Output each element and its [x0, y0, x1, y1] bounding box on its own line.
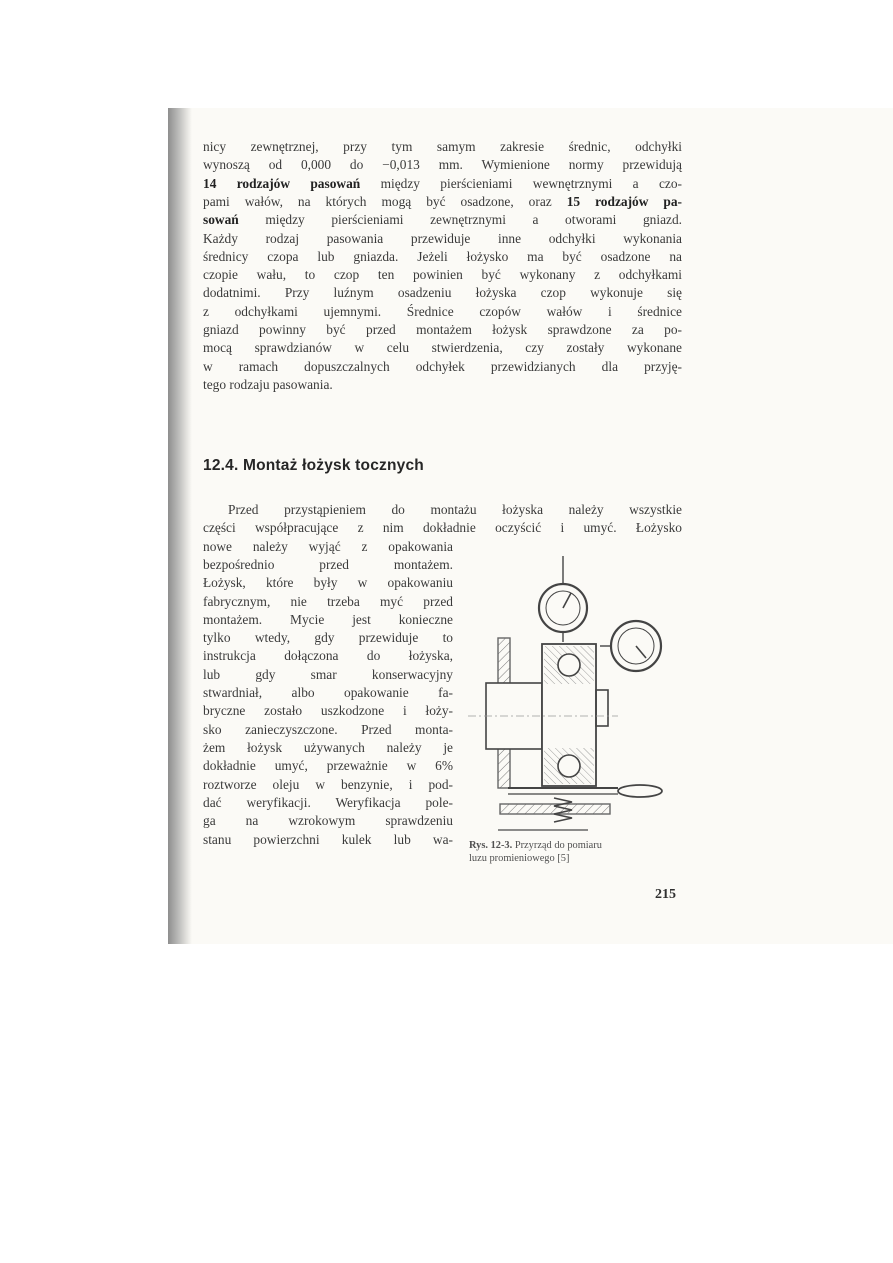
text-line: stanu powierzchni kulek lub wa- — [203, 832, 453, 847]
text-line: średnicy czopa lub gniazda. Jeżeli łożysko ma być osadzone na — [203, 249, 682, 264]
caption-text: Przyrząd do pomiaru — [512, 840, 602, 851]
text-line: Łożysk, które były w opakowaniu — [203, 575, 453, 590]
section-heading: 12.4. Montaż łożysk tocznych — [203, 457, 424, 474]
text-line: tylko wtedy, gdy przewiduje to — [203, 630, 453, 645]
bold-term: sowań — [203, 212, 239, 227]
text-line: sko zanieczyszczone. Przed monta- — [203, 722, 453, 737]
text-line: części współpracujące z nim dokładnie oczyścić i umyć. Łożysko — [203, 520, 682, 535]
text-line: lub gdy smar konserwacyjny — [203, 667, 453, 682]
lever-handle — [618, 785, 662, 797]
text-line: z odchyłkami ujemnymi. Średnice czopów wałów i średnice — [203, 304, 682, 319]
text-line — [203, 194, 682, 210]
text-line — [203, 212, 682, 228]
text-line: żem łożysk używanych należy je — [203, 740, 453, 755]
text-line: dokładnie umyć, przeważnie w 6% — [203, 758, 453, 773]
bearing-ball — [558, 755, 580, 777]
binding-shadow — [168, 108, 192, 944]
text-line: dać weryfikacji. Weryfikacja pole- — [203, 795, 453, 810]
figure-caption — [469, 839, 683, 852]
text-line: wynoszą od 0,000 do −0,013 mm. Wymienione normy przewidują — [203, 157, 682, 172]
text-line: czopie wału, to czop ten powinien być wykonany z odchyłkami — [203, 267, 682, 282]
text-line: bryczne zostało uszkodzone i łoży- — [203, 703, 453, 718]
text-line: ga na wzrokowym sprawdzeniu — [203, 813, 453, 828]
text-line: tego rodzaju pasowania. — [203, 377, 333, 392]
bearing-ball — [558, 654, 580, 676]
side-dial-gauge — [600, 621, 661, 671]
text-fragment: pami wałów, na których mogą być osadzone, oraz — [203, 194, 552, 209]
bold-term: 14 rodzajów pasowań — [203, 176, 361, 191]
text-line: roztworze oleju w benzynie, i pod- — [203, 777, 453, 792]
text-line: stwardniał, albo opakowanie fa- — [203, 685, 453, 700]
shaft-nut — [596, 690, 608, 726]
text-line: dodatnimi. Przy luźnym osadzeniu łożyska czop wykonuje się — [203, 285, 682, 300]
text-line: Każdy rodzaj pasowania przewiduje inne odchyłki wykonania — [203, 231, 682, 246]
text-line: Przed przystąpieniem do montażu łożyska należy wszystkie — [228, 502, 682, 517]
figure-number: Rys. 12-3. — [469, 840, 513, 851]
text-line: mocą sprawdzianów w celu stwierdzenia, czy zostały wykonane — [203, 340, 682, 355]
page-number: 215 — [655, 887, 676, 902]
bold-term: 15 rodzajów pa- — [551, 194, 683, 209]
upper-dial-gauge — [539, 584, 587, 642]
text-line: nowe należy wyjąć z opakowania — [203, 539, 453, 554]
text-fragment: między pierścieniami wewnętrznymi a czo- — [360, 176, 682, 191]
text-line: montażem. Mycie jest konieczne — [203, 612, 453, 627]
text-line: fabrycznym, nie trzeba myć przed — [203, 594, 453, 609]
text-line: bezpośrednio przed montażem. — [203, 557, 453, 572]
text-line — [203, 176, 682, 192]
text-line: w ramach dopuszczalnych odchyłek przewidzianych dla przyję- — [203, 359, 682, 374]
text-line: gniazd powinny być przed montażem łożysk sprawdzone za po- — [203, 322, 682, 337]
figure-caption: luzu promieniowego [5] — [469, 853, 570, 864]
text-line: instrukcja dołączona do łożyska, — [203, 648, 453, 663]
radial-play-gauge-illustration — [468, 548, 683, 838]
text-line: nicy zewnętrznej, przy tym samym zakresie średnic, odchyłki — [203, 139, 682, 154]
text-fragment: między pierścieniami zewnętrznymi a otworami gniazd. — [238, 212, 682, 227]
